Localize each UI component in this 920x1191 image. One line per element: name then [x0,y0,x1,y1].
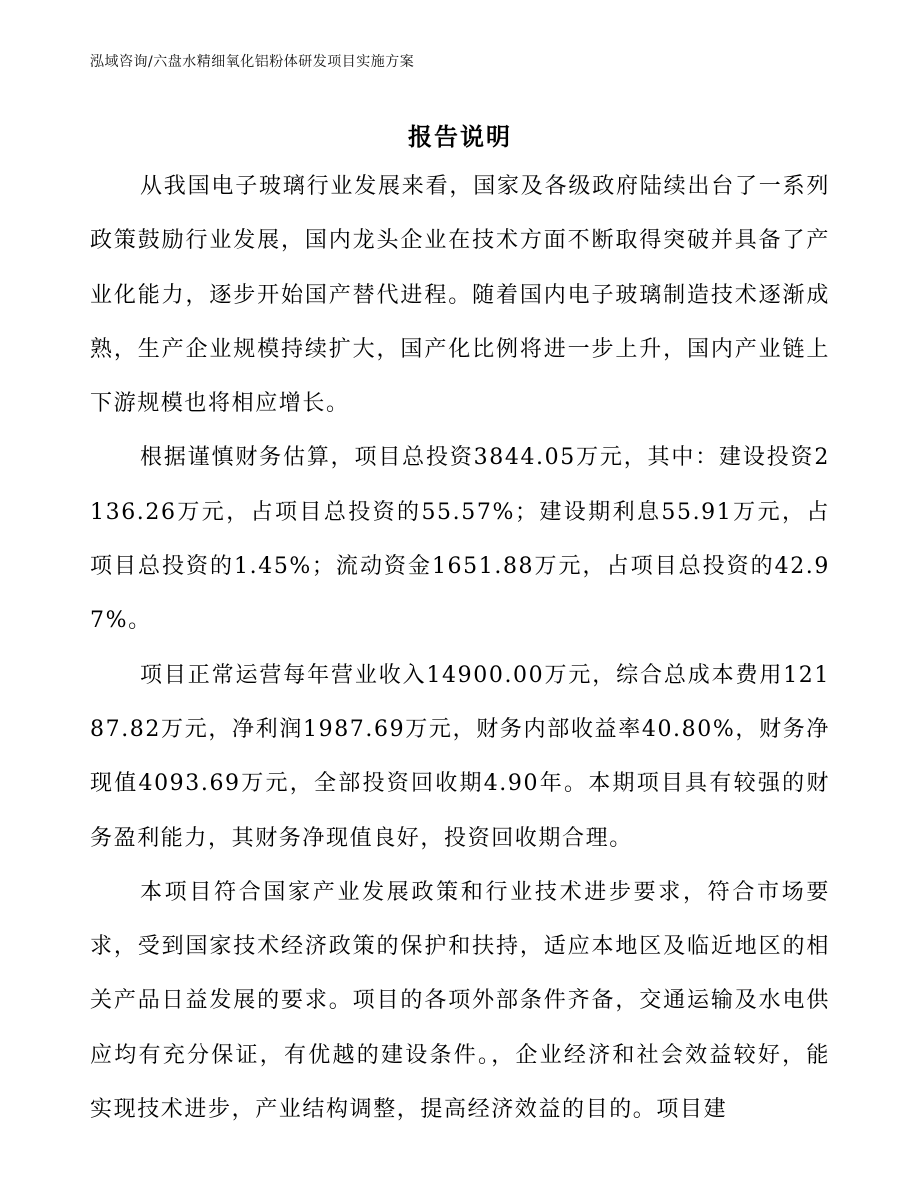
paragraph-financials: 项目正常运营每年营业收入14900.00万元，综合总成本费用12187.82万元，净利润1987.69万元，财务内部收益率40.80%，财务净现值4093.69万元，全部投资回收期4.90年。本期项目具有较强的财务盈利能力，其财务净现值良好，投资回收期合理。 [90,662,830,851]
running-header: 泓域咨询/六盘水精细氧化铝粉体研发项目实施方案 [90,54,415,70]
page-title: 报告说明 [408,122,512,151]
paragraph-investment: 根据谨慎财务估算，项目总投资3844.05万元，其中：建设投资2136.26万元，占项目总投资的55.57%；建设期利息55.91万元，占项目总投资的1.45%；流动资金1651.88万元，占项目总投资的42.97%。 [90,445,830,634]
paragraph-conclusion: 本项目符合国家产业发展政策和行业技术进步要求，符合市场要求，受到国家技术经济政策的保护和扶持，适应本地区及临近地区的相关产品日益发展的要求。项目的各项外部条件齐备，交通运输及水电供应均有充分保证，有优越的建设条件。，企业经济和社会效益较好，能实现技术进步，产业结构调整，提高经济效益的目的。项目建 [90,879,830,1123]
body-text [90,160,830,1137]
paragraph-industry-outlook: 从我国电子玻璃行业发展来看，国家及各级政府陆续出台了一系列政策鼓励行业发展，国内龙头企业在技术方面不断取得突破并具备了产业化能力，逐步开始国产替代进程。随着国内电子玻璃制造技术逐渐成熟，生产企业规模持续扩大，国产化比例将进一步上升，国内产业链上下游规模也将相应增长。 [90,174,830,417]
